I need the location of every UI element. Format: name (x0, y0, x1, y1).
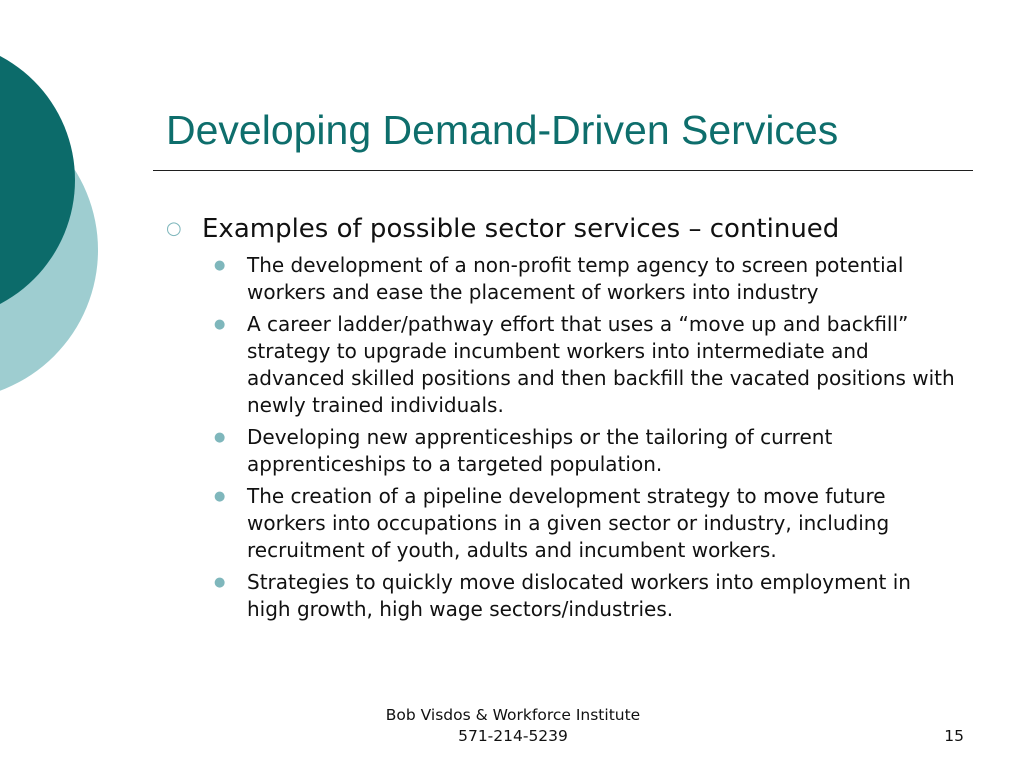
filled-circle-icon: ● (214, 575, 226, 590)
list-item (214, 569, 966, 623)
filled-circle-icon: ● (214, 317, 226, 332)
slide-body (166, 212, 966, 628)
slide-number: 15 (944, 727, 964, 745)
bullet-text: The development of a non-profit temp agency to screen potential workers and ease the placement of workers into industry (247, 253, 904, 304)
hollow-circle-icon: ○ (166, 218, 182, 239)
level1-bullet-item (166, 212, 966, 246)
footer-phone: 571-214-5239 (458, 727, 568, 745)
bullet-text: Developing new apprenticeships or the tailoring of current apprenticeships to a targeted population. (247, 425, 833, 476)
sub-bullet-list (166, 252, 966, 623)
filled-circle-icon: ● (214, 489, 226, 504)
list-item (214, 424, 966, 478)
footer-credit (340, 705, 686, 747)
bullet-text: The creation of a pipeline development strategy to move future workers into occupations in a given sector or industry, including recruitment of youth, adults and incumbent workers. (247, 484, 890, 562)
list-item (214, 252, 966, 306)
bullet-text: Strategies to quickly move dislocated workers into employment in high growth, high wage sectors/industries. (247, 570, 911, 621)
title-divider (153, 170, 973, 171)
filled-circle-icon: ● (214, 258, 226, 273)
list-item (214, 311, 966, 419)
filled-circle-icon: ● (214, 430, 226, 445)
level1-bullet-text: Examples of possible sector services – continued (202, 214, 840, 244)
footer-author: Bob Visdos & Workforce Institute (385, 706, 641, 724)
slide-title: Developing Demand-Driven Services (166, 107, 839, 153)
decorative-circles (0, 0, 110, 420)
bullet-text: A career ladder/pathway effort that uses a “move up and backfill” strategy to upgrade incumbent workers into intermediate and advanced skilled positions and then backfill the vacated positions with newly trained individuals. (247, 312, 955, 417)
list-item (214, 483, 966, 564)
